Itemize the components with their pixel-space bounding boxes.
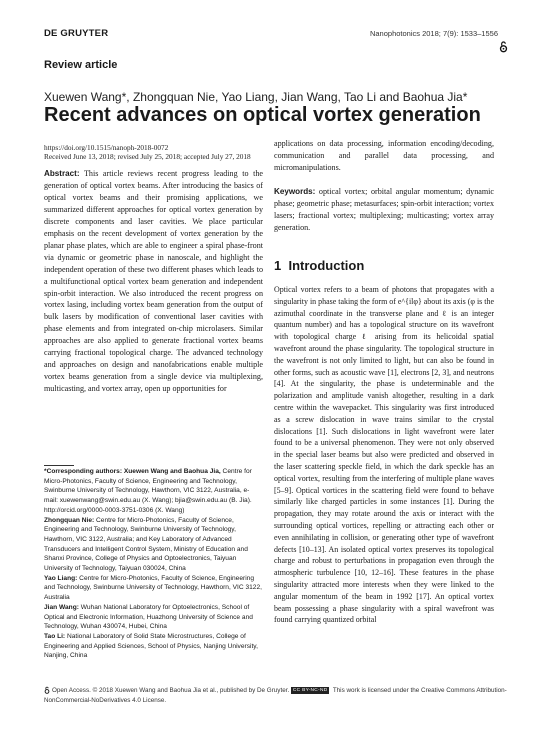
keywords-label: Keywords: xyxy=(274,186,316,196)
affiliation-text: Centre for Micro-Photonics, Faculty of Science, Engineering and Technology, Swinburne University of Technology, Hawthorn, VIC 3122, Australia; and Key Laboratory of Advanced Transducers and Intelligent Control System, Ministry of Education and Shanxi Province, College of Physics and Optoelectronics, Taiyuan University of Technology, Taiyuan 030024, China xyxy=(44,516,248,573)
affiliation-name: Zhongquan Nie: xyxy=(44,516,95,524)
affiliation-name: Jian Wang: xyxy=(44,603,79,611)
section-number: 1 xyxy=(274,258,282,273)
copyright-text: © 2018 Xuewen Wang and Baohua Jia et al., published by De Gruyter. xyxy=(90,687,290,694)
right-column-top xyxy=(274,138,494,234)
corresponding-authors-label: *Corresponding authors: Xuewen Wang and Baohua Jia, xyxy=(44,468,221,475)
article-type: Review article xyxy=(44,59,118,71)
cc-license-badge-icon[interactable]: CC BY-NC-ND xyxy=(292,687,328,693)
doi-link[interactable]: https://doi.org/10.1515/nanoph-2018-0072 xyxy=(44,143,169,152)
open-access-label: Open Access. xyxy=(52,687,91,694)
article-dates: Received June 13, 2018; revised July 25, 2018; accepted July 27, 2018 xyxy=(44,152,251,161)
keywords-text: optical vortex; orbital angular momentum; dynamic phase; geometric phase; metasurfaces; spin-orbit interaction; vortex lasers; fractional vortex; multiplexing; multicasting; vortex array generation. xyxy=(274,186,494,232)
corresponding-authors-text: Centre for Micro-Photonics, Faculty of Science, Engineering and Technology, Swinburne University of Technology, Hawthorn, VIC 3122, Australia, e-mail: xuewenwang@swin.edu.au (X. Wang); bjia@swin.edu.au (B. Jia). http://orcid.org/0000-0003-3751-0306 (X. Wang) xyxy=(44,468,252,514)
section-title: Introduction xyxy=(288,258,365,273)
paper-title[interactable]: Recent advances on optical vortex generation xyxy=(44,104,481,126)
correspondence-block xyxy=(44,467,262,661)
footnote-rule xyxy=(44,465,74,466)
keywords-block xyxy=(274,186,494,234)
abstract-continuation: applications on data processing, information encoding/decoding, communication and parallel data processing, and micromanipulations. xyxy=(274,139,494,172)
abstract-block xyxy=(44,168,263,395)
abstract-text: This article reviews recent progress leading to the generation of optical vortex beams. After introducing the basics of optical vortex beams and their promising applications, we summarized different approaches for optical vortex generation by discrete components and laser cavities. We place particular emphasis on the recent development of vortex generation by the planar phase plates, which are able to engineer a spiral phase-front via dynamic or geometric phase in nanoscale, and highlight the independent operation of these two different phases which leads to a multifunctional optical vortex beam generation and independent spin-orbit interaction. We also introduced the recent progress on vortex lasing, including vortex beam generation from the output of bulk lasers by modification of conventional laser cavities with phase elements and from integrated on-chip microlasers. Similar approaches are also applied to generate fractional vortex beams carrying fractional topological charge. The advanced technology and approaches on design and nanofabrications enable multiple vortex beams generation from a single device via multiplexing, multicasting, and vortex array, open up opportunities for xyxy=(44,169,263,394)
introduction-text: Optical vortex refers to a beam of photons that propagates with a singularity in phase taking the form of e^{ilφ} about its axis (φ is the azimuthal coordinate in the transverse plane and ℓ is an integer quantum number) and has a topological structure on its wavefront with topological charge ℓ arising from its helicoidal spatial wavefront around the phase singularity. The topological structure in the wavefront is not only limited to light, but can also be found in other forms, such as acoustic wave [1], electrons [2, 3], and neutrons [4]. At the singularity, the phase is undeterminable and the polarization and amplitude vanish altogether, resulting in a dark centre within the wavepacket. This singularity was first introduced as a screw dislocation in wave trains similar to the crystal dislocations [1]. Such dislocations in light wavefront were later found to be a universal phenomenon. They were not only observed in the special laser beams but also were predicted and observed in the laser scattering speckle field, in which the dark speckle has an optical vortex, resulting from the interfering of multiple plane waves [5–9]. Optical vortices in the scattering field were found to behave similarly like charged particles in some instances [1]. During the propagation, they may rotate around the axis or interact with the surrounding optical vortices, repelling or attracting each other or even annihilating in collision, or generating other type of wavefront defects [10–13]. An isolated optical vortex preserves its topological charge and robust to perturbations in propagation even through the atmospheric turbulence [10, 12–16]. These features in the phase singularity attracted more interests when they were linked to the angular momentum of the beam in 1992 [17]. An optical vortex beam possessing a phase singularity with a spiral wavefront was found carrying quantized orbital xyxy=(274,285,494,625)
journal-reference: Nanophotonics 2018; 7(9): 1533–1556 xyxy=(369,29,498,38)
affiliation-text: Centre for Micro-Photonics, Faculty of Science, Engineering and Technology, Swinburne University of Technology, Hawthorn, VIC 3122, Australia xyxy=(44,574,262,602)
open-access-icon xyxy=(44,686,50,694)
abstract-label: Abstract: xyxy=(44,169,80,178)
affiliation-text: National Laboratory of Solid State Microstructures, College of Engineering and Applied Sciences, School of Physics, Nanjing University, Nanjing, China xyxy=(44,632,258,660)
license-footer xyxy=(44,686,524,705)
publisher-name: DE GRUYTER xyxy=(44,28,109,39)
affiliation-text: Wuhan National Laboratory for Optoelectronics, School of Optical and Electronic Information, Huazhong University of Science and Technology, Wuhan 430074, Hubei, China xyxy=(44,603,253,631)
affiliation-name: Tao Li: xyxy=(44,632,66,640)
section-heading-introduction xyxy=(274,258,364,273)
open-access-icon xyxy=(499,40,508,53)
affiliation-name: Yao Liang: xyxy=(44,574,78,582)
license-text: This work is licensed under the Creative Commons Attribution-NonCommercial-NoDerivatives 4.0 License. xyxy=(44,687,507,704)
author-list: Xuewen Wang*, Zhongquan Nie, Yao Liang, Jian Wang, Tao Li and Baohua Jia* xyxy=(44,90,468,104)
